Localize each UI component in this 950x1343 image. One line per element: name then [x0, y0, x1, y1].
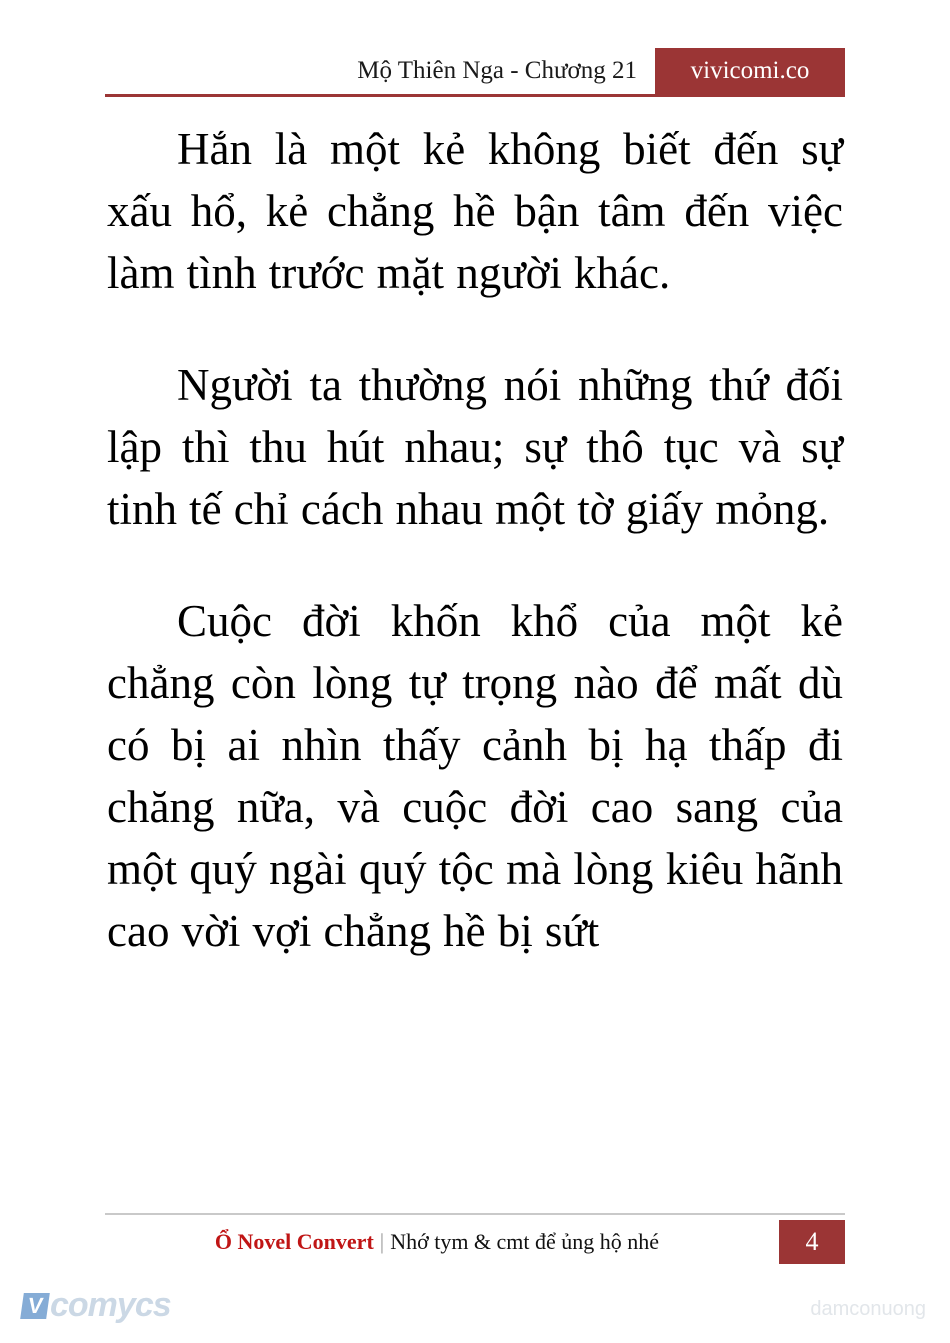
- footer-note-group: [105, 1220, 779, 1264]
- chapter-title: Mộ Thiên Nga - Chương 21: [357, 57, 637, 84]
- footer-brand: Ổ Novel Convert: [214, 1229, 374, 1254]
- paragraph: Cuộc đời khốn khổ của một kẻ chẳng còn lòng tự trọng nào để mất dù có bị ai nhìn thấy cảnh bị hạ thấp đi chăng nữa, và cuộc đời cao sang của một quý ngài quý tộc mà lòng kiêu hãnh cao vời vợi chẳng hề bị sứt: [107, 596, 843, 956]
- footer-note: Nhớ tym & cmt để ủng hộ nhé: [390, 1229, 660, 1254]
- page-footer: [105, 1220, 845, 1264]
- paragraph: Hắn là một kẻ không biết đến sự xấu hổ, kẻ chẳng hề bận tâm đến việc làm tình trước mặt người khác.: [107, 124, 843, 298]
- page-number: 4: [779, 1220, 845, 1264]
- page-header: [105, 48, 845, 94]
- paragraph: Người ta thường nói những thứ đối lập thì thu hút nhau; sự thô tục và sự tinh tế chỉ cách nhau một tờ giấy mỏng.: [107, 360, 843, 534]
- footer-separator: |: [379, 1229, 385, 1254]
- chapter-body: [107, 118, 843, 962]
- vcomycs-watermark: [22, 1286, 171, 1325]
- header-divider: [105, 94, 845, 97]
- vcomycs-logo-icon: V: [20, 1293, 50, 1319]
- footer-divider: [105, 1213, 845, 1215]
- damconuong-watermark: damconuong: [810, 1298, 926, 1320]
- vcomycs-watermark-text: comycs: [50, 1286, 171, 1324]
- site-badge: vivicomi.co: [655, 48, 845, 94]
